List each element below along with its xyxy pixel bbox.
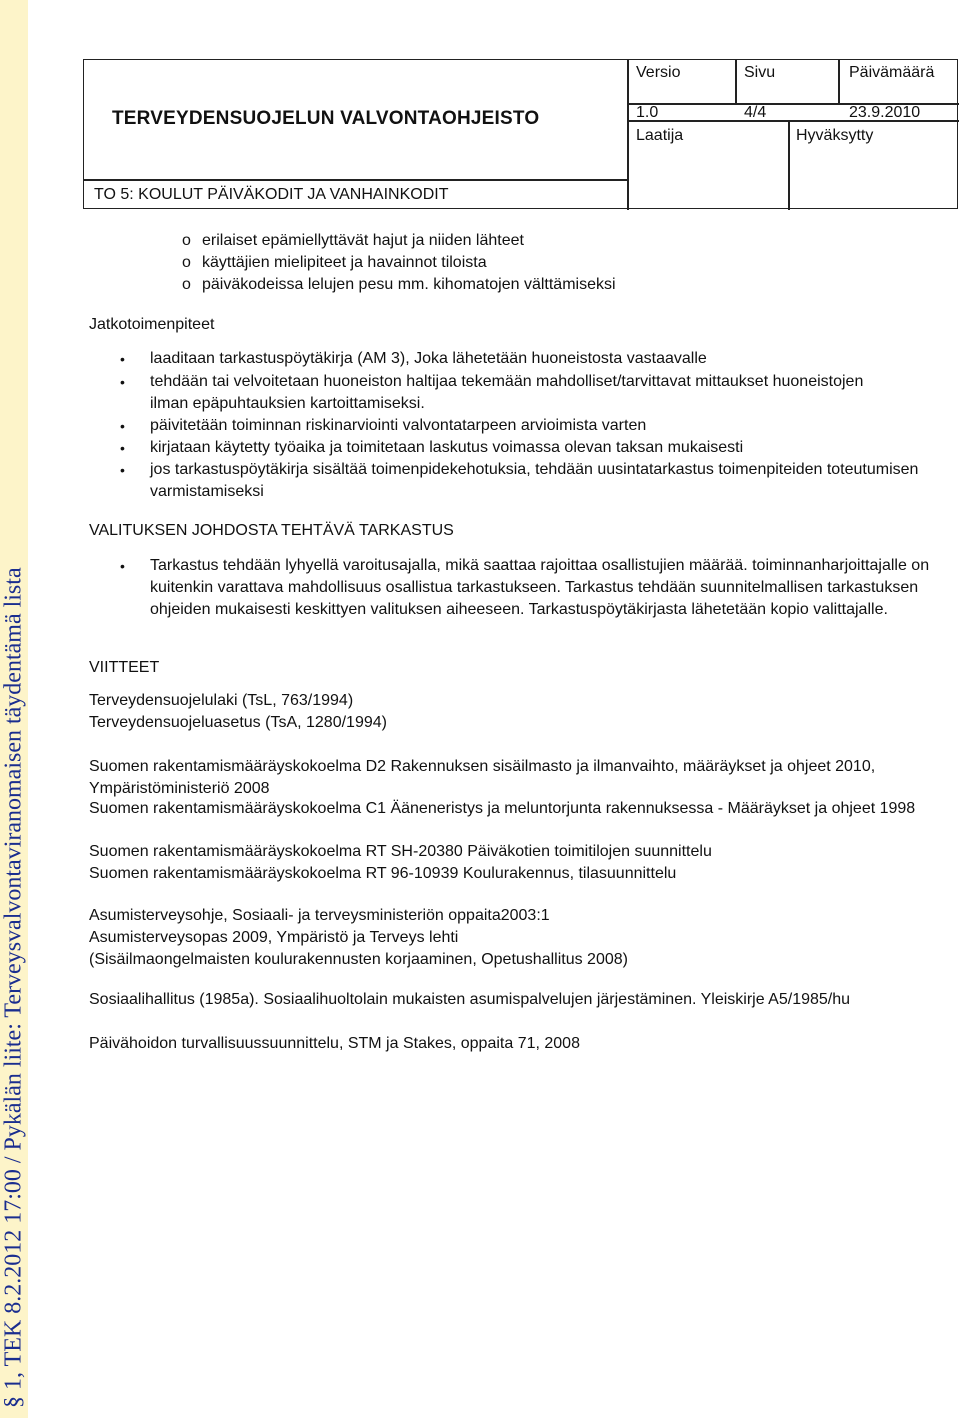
bullet-text: tehdään tai velvoitetaan huoneiston haltijaa tekemään mahdolliset/tarvittavat mittaukset huoneistojen ilman epäpuhtauksien kartoittamiseksi.: [150, 373, 864, 412]
reference-item: Suomen rakentamismääräyskokoelma C1 Ääneneristys ja meluntorjunta rakennuksessa - Määräykset ja ohjeet 1998: [89, 800, 916, 817]
list-marker: o: [182, 232, 191, 249]
bullet-text: päivitetään toiminnan riskinarviointi valvontatarpeen arvioimista varten: [150, 417, 647, 434]
list-item-text: käyttäjien mielipiteet ja havainnot tiloista: [202, 254, 487, 271]
paivamaara-label: Päivämäärä: [849, 64, 935, 81]
header-divider: [627, 60, 629, 210]
document-subtitle: TO 5: KOULUT PÄIVÄKODIT JA VANHAINKODIT: [94, 186, 449, 203]
bullet-item: [120, 437, 940, 459]
reference-item: Suomen rakentamismääräyskokoelma RT SH-20380 Päiväkotien toimitilojen suunnittelu: [89, 843, 712, 860]
sivu-value: 4/4: [744, 104, 767, 121]
reference-item: Sosiaalihallitus (1985a). Sosiaalihuoltolain mukaisten asumispalvelujen järjestäminen. Yleiskirje A5/1985/hu: [89, 991, 851, 1008]
list-item: [182, 276, 616, 294]
valitus-heading: VALITUKSEN JOHDOSTA TEHTÄVÄ TARKASTUS: [89, 522, 454, 539]
reference-item: Asumisterveysopas 2009, Ympäristö ja Terveys lehti: [89, 929, 459, 946]
side-stamp-strip: [0, 0, 28, 1418]
bullet-marker: •: [120, 351, 125, 367]
bullet-text: Tarkastus tehdään lyhyellä varoitusajalla, mikä saattaa rajoittaa osallistujien määrää. toiminnanharjoittajalle on kuitenkin varattava mahdollisuus osallistua tarkastukseen. Tarkastus tehdään suunnitelmallisen tarkastuksen ohjeiden mukaisesti keskittyen valituksen aiheeseen. Tarkastuspöytäkirjasta lähetetään kopio valittajalle.: [150, 557, 930, 618]
reference-item: Asumisterveysohje, Sosiaali- ja terveysministeriön oppaita2003:1: [89, 907, 550, 924]
list-marker: o: [182, 254, 191, 271]
list-item: [182, 254, 487, 272]
viitteet-heading: VIITTEET: [89, 659, 160, 676]
bullet-marker: •: [120, 440, 125, 456]
list-item-text: päiväkodeissa lelujen pesu mm. kihomatojen välttämiseksi: [202, 276, 616, 293]
document-title: TERVEYDENSUOJELUN VALVONTAOHJEISTO: [112, 108, 540, 129]
bullet-marker: •: [120, 418, 125, 434]
side-stamp-text: § 1, TEK 8.2.2012 17:00 / Pykälän liite: Terveysvalvontaviranomaisen täydentämä lista: [0, 567, 27, 1408]
versio-label: Versio: [636, 64, 681, 81]
header-divider: [838, 60, 840, 104]
list-marker: o: [182, 276, 191, 293]
list-item-text: erilaiset epämiellyttävät hajut ja niiden lähteet: [202, 232, 524, 249]
versio-value: 1.0: [636, 104, 659, 121]
bullet-item: [120, 415, 940, 437]
bullet-item: [120, 555, 940, 643]
sivu-label: Sivu: [744, 64, 776, 81]
reference-item: Terveydensuojelulaki (TsL, 763/1994): [89, 692, 354, 709]
header-divider: [735, 60, 737, 104]
bullet-item: [120, 371, 940, 415]
reference-item: Suomen rakentamismääräyskokoelma D2 Rakennuksen sisäilmasto ja ilmanvaihto, määräykset ja ohjeet 2010, Ympäristöministeriö 2008: [89, 758, 876, 797]
bullet-marker: •: [120, 462, 125, 478]
reference-item: (Sisäilmaongelmaisten koulurakennusten korjaaminen, Opetushallitus 2008): [89, 951, 628, 968]
document-header: [83, 59, 958, 209]
list-item: [182, 232, 524, 250]
reference-item: Terveydensuojeluasetus (TsA, 1280/1994): [89, 714, 387, 731]
bullet-text: kirjataan käytetty työaika ja toimitetaan laskutus voimassa olevan taksan mukaisesti: [150, 439, 744, 456]
jatkotoimenpiteet-heading: Jatkotoimenpiteet: [89, 316, 215, 333]
header-divider: [788, 120, 790, 210]
bullet-item: [120, 459, 940, 503]
bullet-marker: •: [120, 558, 125, 574]
bullet-item: [120, 348, 940, 370]
bullet-marker: •: [120, 374, 125, 390]
laatija-label: Laatija: [636, 127, 684, 144]
reference-item: Suomen rakentamismääräyskokoelma RT 96-10939 Koulurakennus, tilasuunnittelu: [89, 865, 677, 882]
header-divider: [84, 179, 627, 181]
bullet-text: jos tarkastuspöytäkirja sisältää toimenpidekehotuksia, tehdään uusintatarkastus toimenpiteiden toteutumisen varmistamiseksi: [150, 461, 919, 500]
hyvaksytty-label: Hyväksytty: [796, 127, 874, 144]
bullet-text: laaditaan tarkastuspöytäkirja (AM 3), Joka lähetetään huoneistosta vastaavalle: [150, 350, 707, 367]
reference-item: Päivähoidon turvallisuussuunnittelu, STM ja Stakes, oppaita 71, 2008: [89, 1035, 580, 1052]
paivamaara-value: 23.9.2010: [849, 104, 921, 121]
